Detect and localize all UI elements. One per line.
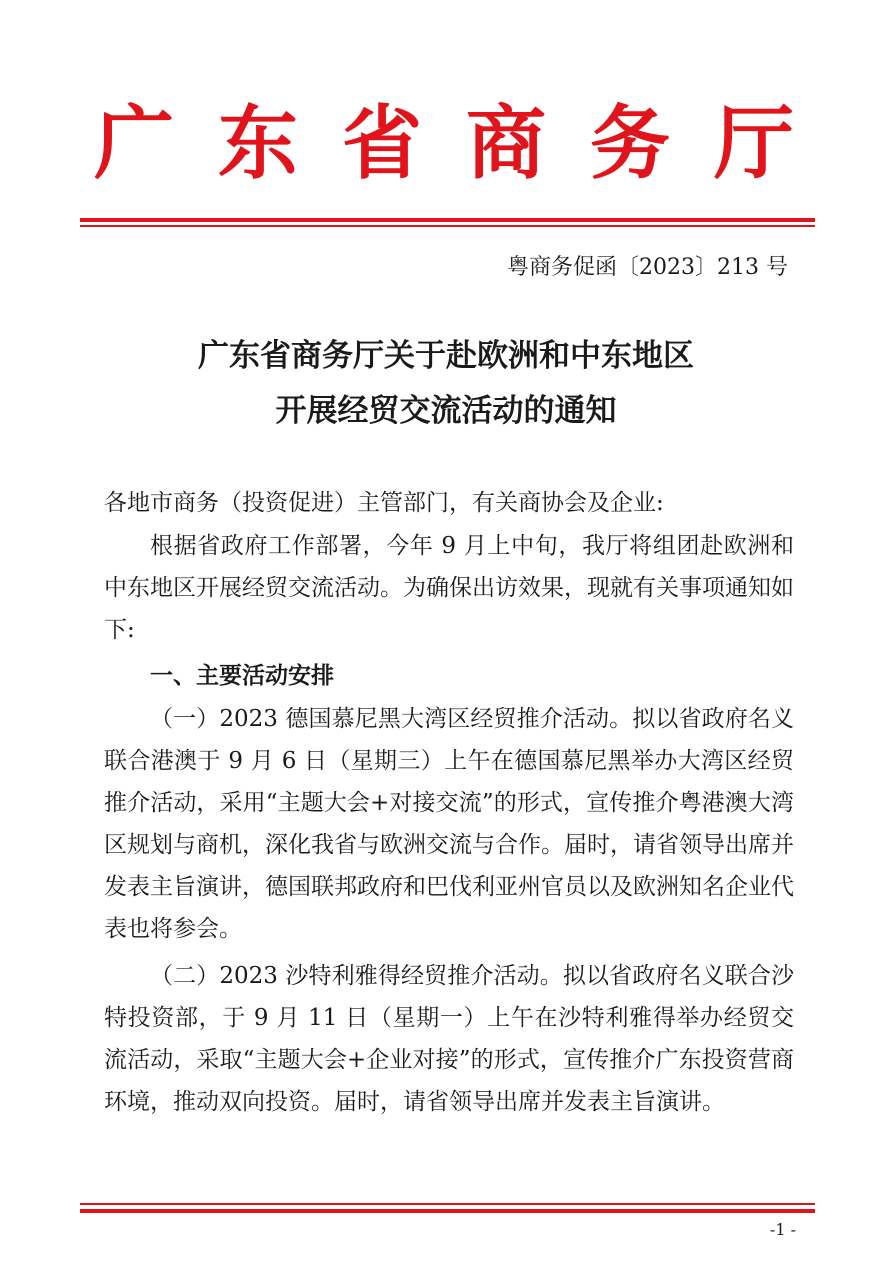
document-title-line1: 广东省商务厅关于赴欧洲和中东地区 [198,338,694,374]
salutation: 各地市商务（投资促进）主管部门，有关商协会及企业: [104,490,664,516]
document-number: 粤商务促函〔2023〕213 号 [507,255,788,280]
letterhead-org-name: 广东省商务厅 [94,96,838,190]
intro-paragraph: 根据省政府工作部署，今年 9 月上中旬，我厅将组团赴欧洲和中东地区开展经贸交流活动。为确保出访效果，现就有关事项通知如下: [104,533,794,643]
document-title-line2: 开展经贸交流活动的通知 [275,393,617,429]
letterhead-rule-thin [80,225,815,227]
page-number: -1 - [769,1220,796,1239]
section-heading: 一、主要活动安排 [150,663,334,689]
footer-rule-thin [80,1203,815,1205]
activity-paragraph-1: （一）2023 德国慕尼黑大湾区经贸推介活动。拟以省政府名义联合港澳于 9 月 6 日（星期三）上午在德国慕尼黑举办大湾区经贸推介活动，采用“主题大会+对接交流”的形式，宣传推介粤港澳大湾区规划与商机，深化我省与欧洲交流与合作。届时，请省领导出席并发表主旨演讲，德国联邦政府和巴伐利亚州官员以及欧洲知名企业代表也将参会。 [104,706,794,942]
activity-paragraph-2: （二）2023 沙特利雅得经贸推介活动。拟以省政府名义联合沙特投资部，于 9 月 11 日（星期一）上午在沙特利雅得举办经贸交流活动，采取“主题大会+企业对接”的形式，宣传推介广东投资营商环境，推动双向投资。届时，请省领导出席并发表主旨演讲。 [104,963,794,1115]
footer-rule-thick [80,1209,815,1213]
letterhead-rule-thick [80,218,815,222]
